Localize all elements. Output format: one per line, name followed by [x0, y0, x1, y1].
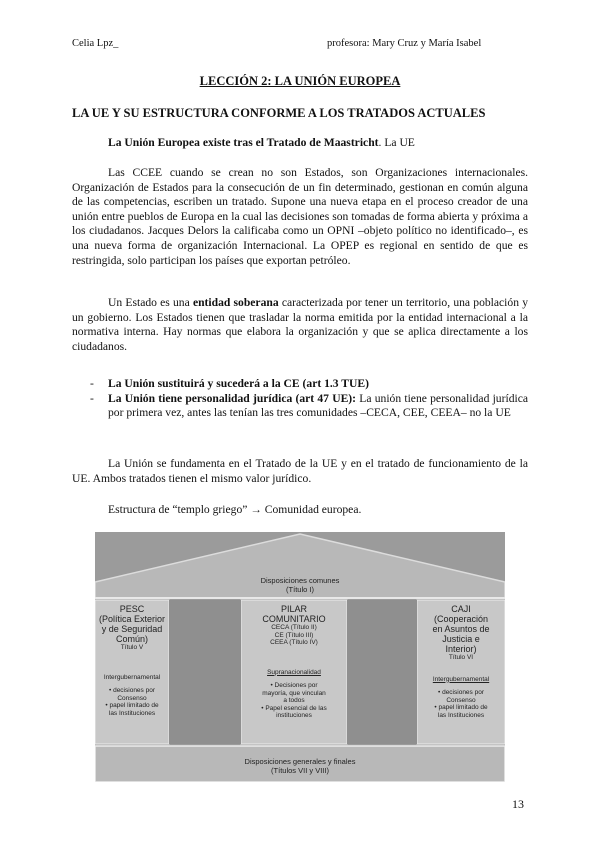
- key-points-list: [72, 377, 528, 421]
- pesc-column-text: [95, 604, 169, 717]
- estado-bold: entidad soberana: [192, 296, 279, 309]
- comunitario-bullet-line: a todos: [283, 697, 305, 704]
- caji-title-line: (Cooperación: [433, 614, 489, 624]
- intro-paragraph: [72, 136, 528, 151]
- roof-label-line: Disposiciones comunes: [260, 576, 340, 585]
- maastricht-statement: La Unión Europea existe tras el Tratado de Maastricht: [108, 136, 379, 149]
- pesc-bullet-line: las Instituciones: [108, 709, 156, 717]
- comunitario-bullet-line: • Papel esencial de las: [261, 704, 327, 712]
- caji-title-line: Justicia e: [442, 634, 480, 644]
- estado-before: Un Estado es una: [108, 296, 193, 309]
- caji-title-line: CAJI: [451, 604, 471, 614]
- caji-bullet-line: • papel limitado de: [434, 704, 488, 711]
- pesc-bullet-line: Consenso: [117, 694, 147, 702]
- header-author: Celia Lpz_: [72, 38, 119, 49]
- caji-title-line: Interior): [445, 644, 477, 654]
- base-label: [200, 757, 400, 775]
- pesc-bullet-line: • decisiones por: [109, 687, 155, 694]
- section-subtitle: LA UE Y SU ESTRUCTURA CONFORME A LOS TRATADOS ACTUALES: [72, 106, 486, 120]
- pesc-title-line: y de Seguridad: [101, 624, 163, 634]
- comunitario-kind: Supranacionalidad: [267, 668, 321, 676]
- comunitario-title-line: PILAR: [280, 604, 307, 614]
- list-item: [72, 392, 528, 421]
- comunitario-bullet-line: instituciones: [276, 712, 312, 719]
- ccee-paragraph: Las CCEE cuando se crean no son Estados, son Organizaciones internacionales. Organización de Estados para la consecución de un fin determinado, gestionan en común alguna de las competencias, escriben un tratado. Supone una nueva etapa en el proceso creador de una unión entre pueblos de Europa en la cual las decisiones son tomadas de forma abierta y próxima a los ciudadanos. Jacques Delors la calificaba como un OPNI –objeto político no identificado–, es una nueva forma de organización Internacional. La OPEP es regional en sentido de que es restringida, solo participan los países que exportan petróleo.: [72, 166, 528, 267]
- base-label-line: Disposiciones generales y finales: [244, 757, 356, 766]
- list-dash: -: [90, 391, 94, 405]
- list-item-bold: La Unión tiene personalidad jurídica (art 47 UE):: [108, 391, 357, 405]
- pesc-bullet-line: • papel limitado de: [105, 702, 159, 709]
- pesc-subtitle: Título V: [120, 644, 144, 651]
- roof-label-line: (Título I): [286, 585, 314, 594]
- list-item-bold: La Unión sustituirá y sucederá a la CE (art 1.3 TUE): [108, 377, 369, 390]
- comunitario-sub-line: CECA (Título II): [271, 624, 317, 631]
- caji-bullet-line: Consenso: [446, 696, 476, 704]
- pesc-kind: Intergubernamental: [103, 673, 161, 681]
- temple-diagram: [95, 532, 505, 782]
- list-item: [72, 377, 528, 392]
- temple-caption: Estructura de “templo griego” → Comunidad europea.: [108, 503, 362, 516]
- gap-left: [169, 600, 241, 744]
- comunitario-bullet-line: • Decisiones por: [270, 682, 318, 689]
- caji-column-text: [417, 604, 505, 719]
- comunitario-title-line: COMUNITARIO: [262, 614, 326, 624]
- comunitario-sub-line: CE (Título III): [274, 631, 314, 639]
- caji-title-line: en Asuntos de: [432, 624, 490, 634]
- comunitario-sub-line: CEEA (Título IV): [270, 639, 318, 646]
- caji-kind: Intergubernamental: [432, 675, 490, 683]
- caji-subtitle: Título VI: [448, 654, 474, 661]
- intro-rest: . La UE: [378, 136, 415, 149]
- tratados-paragraph: La Unión se fundamenta en el Tratado de la UE y en el tratado de funcionamiento de la UE. Ambos tratados tienen el mismo valor jurídico.: [72, 457, 528, 485]
- comunitario-bullet-line: mayoría, que vinculan: [262, 689, 326, 697]
- caji-bullet-line: • decisiones por: [438, 689, 484, 696]
- header-teachers: profesora: Mary Cruz y María Isabel: [327, 38, 482, 49]
- list-item-rest: La unión tiene personalidad jurídica por primera vez, antes las tenían las tres comunidades –CECA, CEE, CEEA– no la UE: [108, 391, 528, 420]
- list-dash: -: [90, 377, 94, 390]
- estado-after: caracterizada por tener un territorio, una población y un gobierno. Los Estados tienen que trasladar la norma emitida por la entidad internacional a la normativa interna. Hay normas que elabora la organización y que se aplica directamente a los ciudadanos.: [72, 296, 528, 353]
- pesc-title-line: Común): [115, 634, 148, 644]
- roof-label: [250, 576, 350, 594]
- page-number: 13: [512, 797, 524, 811]
- pesc-title-line: PESC: [119, 604, 145, 614]
- estado-paragraph: [72, 296, 528, 354]
- pesc-title-line: (Política Exterior: [98, 614, 166, 624]
- base-label-line: (Títulos VII y VIII): [271, 766, 329, 775]
- caji-bullet-line: las Instituciones: [437, 711, 485, 719]
- gap-right: [347, 600, 417, 744]
- comunitario-column-text: [241, 604, 347, 720]
- lesson-title: LECCIÓN 2: LA UNIÓN EUROPEA: [199, 74, 401, 88]
